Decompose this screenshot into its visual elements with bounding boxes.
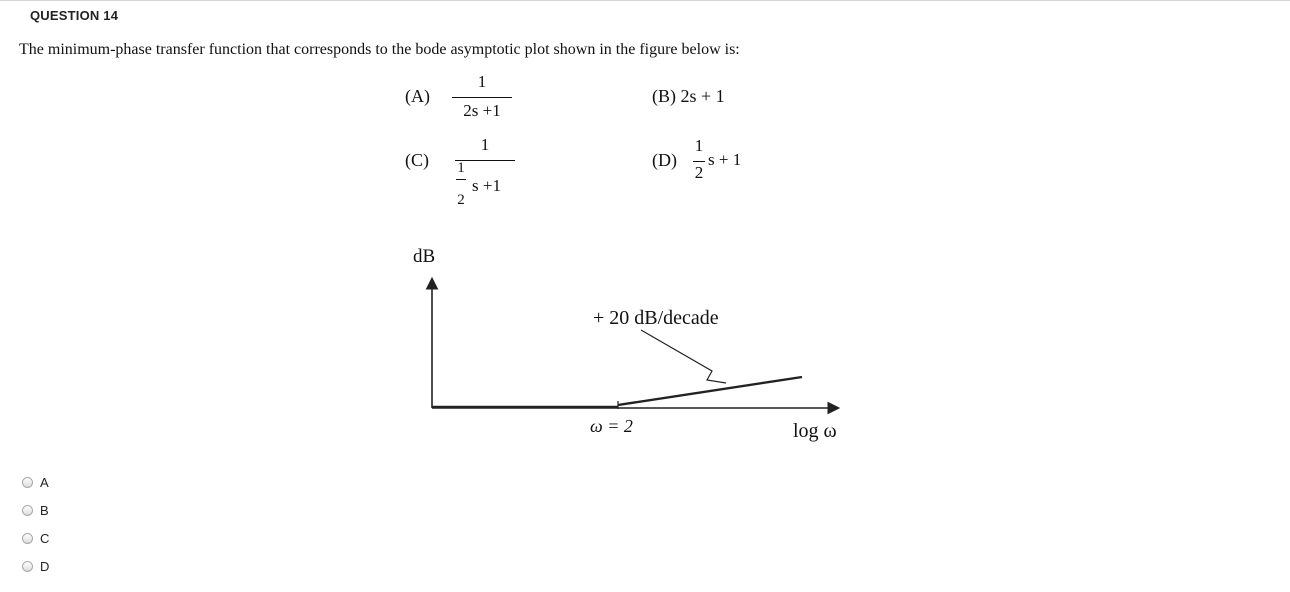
option-a-label: (A) xyxy=(405,86,430,106)
choice-b-label: B xyxy=(40,502,49,518)
corner-frequency-label: ω = 2 xyxy=(590,416,633,436)
option-c-numerator: 1 xyxy=(480,135,490,154)
radio-d[interactable] xyxy=(22,561,33,572)
option-d-numerator: 1 xyxy=(694,136,704,155)
option-a-numerator: 1 xyxy=(477,72,487,91)
option-a-denominator: 2s +1 xyxy=(463,101,501,120)
choice-d-label: D xyxy=(40,558,50,574)
option-d-denominator: 2 xyxy=(694,163,704,182)
option-d-label: (D) xyxy=(652,150,677,170)
slope-pointer-arrow xyxy=(641,330,726,383)
radio-a[interactable] xyxy=(22,477,33,488)
choice-d[interactable] xyxy=(22,557,49,575)
rising-asymptote xyxy=(618,377,802,405)
radio-c[interactable] xyxy=(22,533,33,544)
question-text: The minimum-phase transfer function that corresponds to the bode asymptotic plot shown in the figure below is: xyxy=(19,41,740,58)
option-b-label: (B) xyxy=(652,86,676,106)
option-b-value: 2s + 1 xyxy=(680,86,725,106)
option-c-label: (C) xyxy=(405,150,429,170)
choice-a[interactable] xyxy=(22,473,49,491)
x-axis-label: log ω xyxy=(793,420,837,442)
slope-label: + 20 dB/decade xyxy=(593,307,719,329)
question-header: QUESTION 14 xyxy=(30,8,119,23)
option-c-denominator-rest: s +1 xyxy=(472,176,501,195)
option-c-inner-denominator: 2 xyxy=(457,192,465,208)
choice-c-label: C xyxy=(40,530,50,546)
choice-c[interactable] xyxy=(22,529,49,547)
y-axis-label: dB xyxy=(413,246,436,267)
radio-b[interactable] xyxy=(22,505,33,516)
choice-a-label: A xyxy=(40,474,49,490)
option-c-inner-numerator: 1 xyxy=(457,160,465,176)
option-d-rest: s + 1 xyxy=(708,150,742,169)
choice-b[interactable] xyxy=(22,501,49,519)
